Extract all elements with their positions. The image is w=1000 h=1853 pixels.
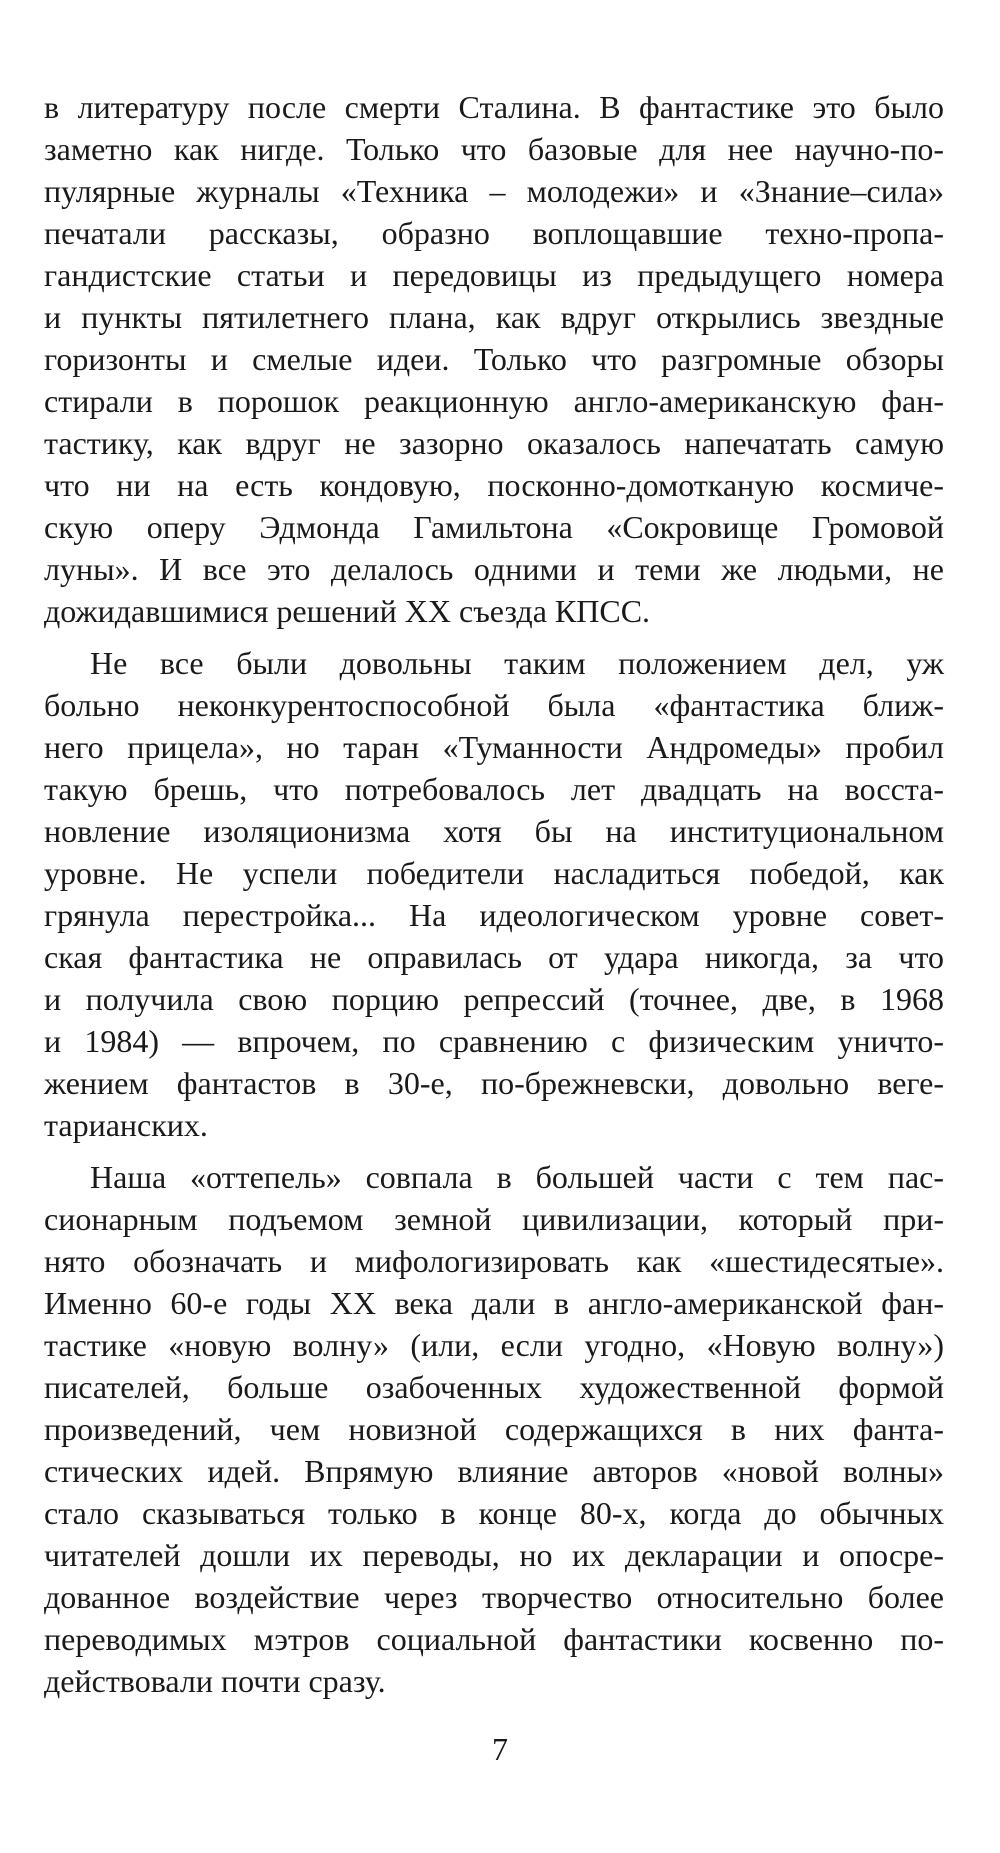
text-line: такую брешь, что потребовалось лет двадцать на восста-	[44, 771, 944, 807]
text-line: и 1984) — впрочем, по сравнению с физическим уничто-	[44, 1023, 944, 1059]
text-line: жением фантастов в 30-е, по-брежневски, довольно веге-	[44, 1065, 944, 1101]
page-body	[44, 86, 944, 1702]
text-line: стало сказываться только в конце 80-х, когда до обычных	[44, 1495, 944, 1531]
text-line: пулярные журналы «Техника – молодежи» и «Знание–сила»	[44, 173, 944, 209]
text-line: Не все были довольны таким положением дел, уж	[90, 645, 944, 681]
text-line: стических идей. Впрямую влияние авторов «новой волны»	[44, 1453, 944, 1489]
text-line: гандистские статьи и передовицы из предыдущего номера	[44, 257, 944, 293]
text-line: заметно как нигде. Только что базовые для нее научно-по-	[44, 131, 944, 167]
paragraph-gap	[44, 1146, 944, 1156]
text-line: скую оперу Эдмонда Гамильтона «Сокровище Громовой	[44, 509, 944, 545]
text-line: переводимых мэтров социальной фантастики косвенно по-	[44, 1621, 944, 1657]
paragraph-1	[44, 86, 944, 632]
text-line: него прицела», но таран «Туманности Андромеды» пробил	[44, 729, 944, 765]
text-line: тастику, как вдруг не зазорно оказалось напечатать самую	[44, 425, 944, 461]
text-line: в литературу после смерти Сталина. В фантастике это было	[44, 89, 944, 125]
text-line: сионарным подъемом земной цивилизации, который при-	[44, 1201, 944, 1237]
text-line: горизонты и смелые идеи. Только что разгромные обзоры	[44, 341, 944, 377]
text-line: уровне. Не успели победители насладиться победой, как	[44, 855, 944, 891]
text-line: тарианских.	[44, 1107, 208, 1143]
text-line: ская фантастика не оправилась от удара никогда, за что	[44, 939, 944, 975]
text-line: произведений, чем новизной содержащихся в них фанта-	[44, 1411, 944, 1447]
text-line: новление изоляционизма хотя бы на институциональном	[44, 813, 944, 849]
text-line: что ни на есть кондовую, посконно-домотканую космиче-	[44, 467, 944, 503]
paragraph-3	[44, 1156, 944, 1702]
text-line: грянула перестройка... На идеологическом уровне совет-	[44, 897, 944, 933]
paragraph-2	[44, 642, 944, 1146]
text-line: дованное воздействие через творчество относительно более	[44, 1579, 944, 1615]
text-line: стирали в порошок реакционную англо-американскую фан-	[44, 383, 944, 419]
text-line: дожидавшимися решений XX съезда КПСС.	[44, 593, 651, 629]
text-line: и пункты пятилетнего плана, как вдруг открылись звездные	[44, 299, 944, 335]
text-line: действовали почти сразу.	[44, 1663, 386, 1699]
text-line: тастике «новую волну» (или, если угодно, «Новую волну»)	[44, 1327, 944, 1363]
text-line: больно неконкурентоспособной была «фантастика ближ-	[44, 687, 944, 723]
text-line: Именно 60-е годы XX века дали в англо-американской фан-	[44, 1285, 944, 1321]
paragraph-gap	[44, 632, 944, 642]
text-line: луны». И все это делалось одними и теми же людьми, не	[44, 551, 944, 587]
page-number: 7	[492, 1731, 508, 1767]
text-line: печатали рассказы, образно воплощавшие техно-пропа-	[44, 215, 944, 251]
text-line: и получила свою порцию репрессий (точнее, две, в 1968	[44, 981, 944, 1017]
text-line: писателей, больше озабоченных художественной формой	[44, 1369, 944, 1405]
text-line: читателей дошли их переводы, но их декларации и опосре-	[44, 1537, 944, 1573]
text-line: Наша «оттепель» совпала в большей части с тем пас-	[90, 1159, 944, 1195]
text-line: нято обозначать и мифологизировать как «шестидесятые».	[44, 1243, 944, 1279]
